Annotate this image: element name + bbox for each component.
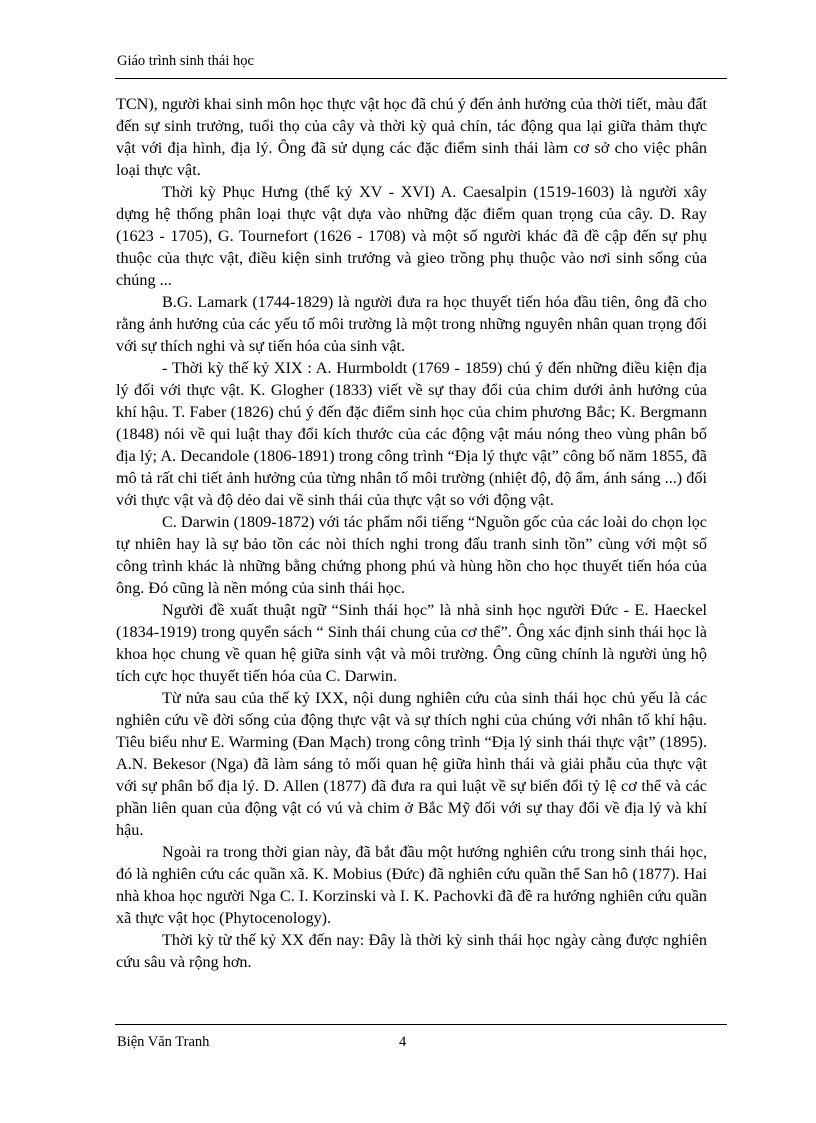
paragraph-7: Từ nửa sau của thế kỷ IXX, nội dung nghiên cứu của sinh thái học chủ yếu là các nghiên cứu về đời sống của động thực vật và sự thích nghi của chúng với nhân tố khí hậu. Tiêu biểu như E. Warming (Đan Mạch) trong công trình “Địa lý sinh thái thực vật” (1895). A.N. Bekesor (Nga) đã làm sáng tỏ mối quan hệ giữa hình thái và giải phẫu của thực vật với sự phân bố địa lý. D. Allen (1877) đã đưa ra qui luật về sự biến đổi tỷ lệ cơ thể và các phần liên quan của động vật có vú và chim ở Bắc Mỹ đối với sự thay đổi về địa lý và khí hậu. — [116, 689, 707, 839]
body-text — [116, 93, 707, 973]
page-footer — [115, 1024, 727, 1055]
paragraph-1: TCN), người khai sinh môn học thực vật học đã chú ý đến ảnh hưởng của thời tiết, màu đất đến sự sinh trưởng, tuổi thọ của cây và thời kỳ quả chín, tác động qua lại giữa thảm thực vật với địa hình, địa lý. Ông đã sử dụng các đặc điểm sinh thái làm cơ sở cho việc phân loại thực vật. — [116, 95, 708, 179]
page-header — [115, 52, 727, 79]
running-title: Giáo trình sinh thái học — [117, 53, 254, 69]
paragraph-4: - Thời kỳ thế kỷ XIX : A. Hurmboldt (1769 - 1859) chú ý đến những điều kiện địa lý đối với thực vật. K. Glogher (1833) viết về sự thay đổi của chim dưới ảnh hưởng của khí hậu. T. Faber (1826) chú ý đến đặc điểm sinh học của chim phương Bắc; K. Bergmann (1848) nói về qui luật thay đổi kích thước của các động vật máu nóng theo vùng phân bố địa lý; A. Decandole (1806-1891) trong công trình “Địa lý thực vật” công bố năm 1855, đã mô tả rất chi tiết ảnh hưởng của từng nhân tố môi trường (nhiệt độ, độ ẩm, ánh sáng ...) đối với thực vật và độ dẻo dai về sinh thái của thực vật so với động vật. — [116, 359, 707, 509]
paragraph-6: Người đề xuất thuật ngữ “Sinh thái học” là nhà sinh học người Đức - E. Haeckel (1834-1919) trong quyển sách “ Sinh thái chung của cơ thể”. Ông xác định sinh thái học là khoa học chung về quan hệ giữa sinh vật và môi trường. Ông cũng chính là người ủng hộ tích cực học thuyết tiến hóa của C. Darwin. — [116, 601, 707, 685]
paragraph-8: Ngoài ra trong thời gian này, đã bắt đầu một hướng nghiên cứu trong sinh thái học, đó là nghiên cứu các quần xã. K. Mobius (Đức) đã nghiên cứu quần thể San hô (1877). Hai nhà khoa học người Nga C. I. Korzinski và I. K. Pachovki đã đề ra hướng nghiên cứu quần xã thực vật học (Phytocenology). — [116, 843, 707, 927]
page-number: 4 — [399, 1034, 407, 1050]
author-name: Biện Văn Tranh — [117, 1034, 210, 1050]
paragraph-5: C. Darwin (1809-1872) với tác phẩm nổi tiếng “Nguồn gốc của các loài do chọn lọc tự nhiên hay là sự bảo tồn các nòi thích nghi trong đấu tranh sinh tồn” cùng với một số công trình khác là những bằng chứng phong phú và hùng hồn cho học thuyết tiến hóa của ông. Đó cũng là nền móng của sinh thái học. — [116, 513, 707, 597]
paragraph-3: B.G. Lamark (1744-1829) là người đưa ra học thuyết tiến hóa đầu tiên, ông đã cho rằng ảnh hưởng của các yếu tố môi trường là một trong những nguyên nhân quan trọng đối với sự thích nghi và sự tiến hóa của sinh vật. — [116, 293, 707, 355]
paragraph-2: Thời kỳ Phục Hưng (thế kỷ XV - XVI) A. Caesalpin (1519-1603) là người xây dựng hệ thống phân loại thực vật dựa vào những đặc điểm quan trọng của cây. D. Ray (1623 - 1705), G. Tournefort (1626 - 1708) và một số người khác đã đề cập đến sự phụ thuộc của thực vật, điều kiện sinh trưởng và gieo trồng phụ thuộc vào nơi sinh sống của chúng ... — [116, 183, 707, 289]
paragraph-9: Thời kỳ từ thế kỷ XX đến nay: Đây là thời kỳ sinh thái học ngày càng được nghiên cứu sâu và rộng hơn. — [116, 931, 707, 971]
